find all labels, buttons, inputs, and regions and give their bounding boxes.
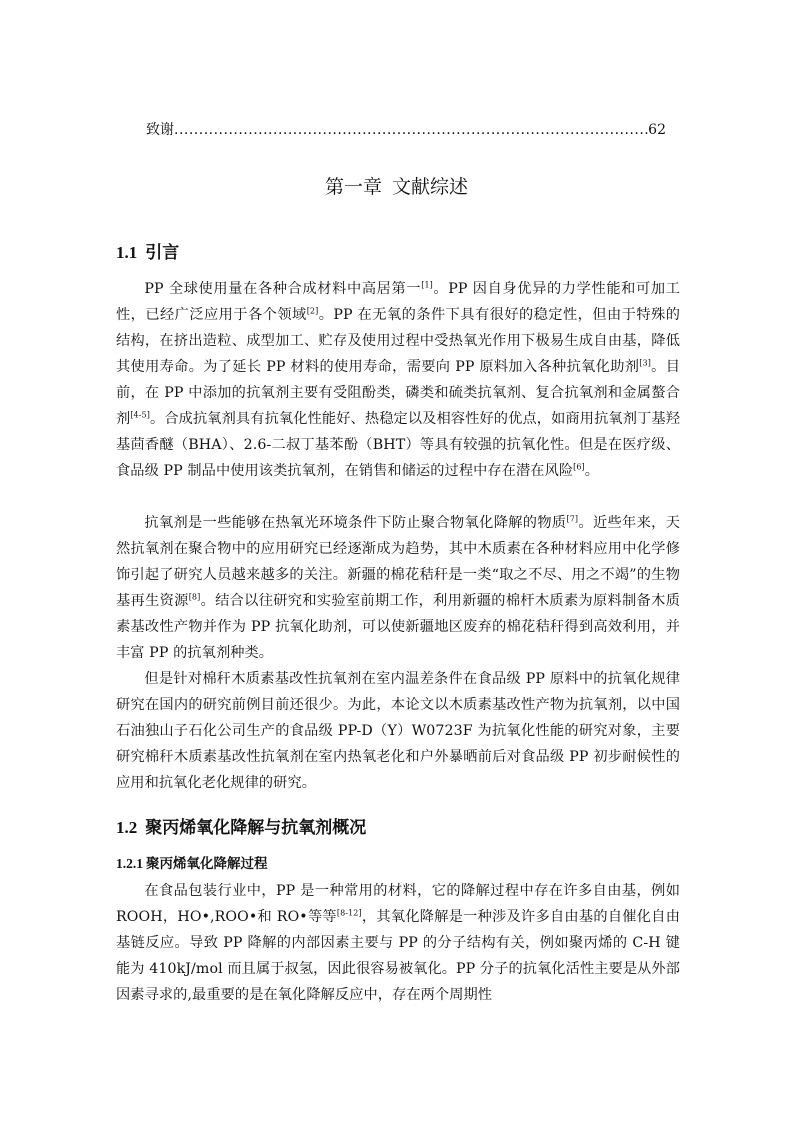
toc-entry-acknowledgements <box>146 119 666 141</box>
chapter-name: 文献综述 <box>392 176 469 198</box>
paragraph-intro-3: 但是针对棉秆木质素基改性抗氧剂在室内温差条件在食品级 PP 原料中的抗氧化规律研究在国内的研究前例目前还很少。为此，本论文以木质素基改性产物为抗氧剂，以中国石油独山子石化公司生产的食品级 PP-D（Y）W0723F 为抗氧化性能的研究对象，主要研究棉秆木质素基改性抗氧剂在室内热氧老化和户外暴晒前后对食品级 PP 初步耐候性的应用和抗氧化老化规律的研究。 <box>116 671 680 791</box>
section-title: 聚丙烯氧化降解与抗氧剂概况 <box>145 818 367 838</box>
subsection-heading-1-2-1 <box>116 853 268 875</box>
citation: [4-5] <box>130 410 150 420</box>
citation: [2] <box>306 306 319 316</box>
citation: [1] <box>421 280 433 290</box>
toc-page-number: 62 <box>648 122 666 138</box>
chapter-title <box>0 173 793 201</box>
section-number: 1.1 <box>116 243 138 262</box>
citation: [3] <box>639 358 651 368</box>
section-number: 1.2 <box>116 818 138 837</box>
citation: [7] <box>566 514 579 524</box>
toc-label: 致谢 <box>146 122 174 138</box>
section-heading-1-2 <box>116 815 366 841</box>
chapter-number: 第一章 <box>324 176 382 198</box>
section-heading-1-1 <box>116 240 179 266</box>
paragraph-intro-2: 抗氧剂是一些能够在热氧光环境条件下防止聚合物氧化降解的物质[7]。近些年来，天然抗氧剂在聚合物中的应用研究已经逐渐成为趋势，其中木质素在各种材料应用中化学修饰引起了研究人员越来越多的关注。新疆的棉花秸秆是一类“取之不尽、用之不竭”的生物基再生资源[8]。结合以往研究和实验室前期工作，利用新疆的棉杆木质素为原料制备木质素基改性产物并作为 PP 抗氧化助剂，可以使新疆地区废弃的棉花秸秆得到高效利用，并丰富 PP 的抗氧剂种类。 <box>116 514 681 661</box>
paragraph-degradation: 在食品包装行业中，PP 是一种常用的材料，它的降解过程中存在许多自由基，例如 ROOH，HO•,ROO•和 RO•等等[8-12]，其氧化降解是一种涉及许多自由基的自催化自由基链反应。导致 PP 降解的内部因素主要与 PP 的分子结构有关，例如聚丙烯的 C-H 键能为 410kJ/mol 而且属于叔氢，因此很容易被氧化。PP 分子的抗氧化活性主要是从外部因素寻求的,最重要的是在氧化降解反应中，存在两个周期性 <box>116 883 680 1003</box>
toc-leader-dots <box>174 119 648 141</box>
subsection-title: 聚丙烯氧化降解过程 <box>146 856 268 872</box>
citation: [8-12] <box>336 908 362 918</box>
section-title: 引言 <box>145 243 180 263</box>
subsection-number: 1.2.1 <box>116 856 143 871</box>
citation: [6] <box>573 462 585 472</box>
citation: [8] <box>188 592 201 602</box>
paragraph-intro-1: PP 全球使用量在各种合成材料中高居第一[1]。PP 因自身优异的力学性能和可加工性，已经广泛应用于各个领域[2]。PP 在无氧的条件下具有很好的稳定性，但由于特殊的结构，在挤出造粒、成型加工、贮存及使用过程中受热氧光作用下极易生成自由基，降低其使用寿命。为了延长 PP 材料的使用寿命，需要向 PP 原料加入各种抗氧化助剂[3]。目前，在 PP 中添加的抗氧剂主要有受阻酚类，磷类和硫类抗氧剂、复合抗氧剂和金属螯合剂[4-5]。合成抗氧剂具有抗氧化性能好、热稳定以及相容性好的优点，如商用抗氧剂丁基羟基茴香醚（BHA）、2.6-二叔丁基苯酚（BHT）等具有较强的抗氧化性。但是在医疗级、食品级 PP 制品中使用该类抗氧剂，在销售和储运的过程中存在潜在风险[6]。 <box>116 280 680 479</box>
